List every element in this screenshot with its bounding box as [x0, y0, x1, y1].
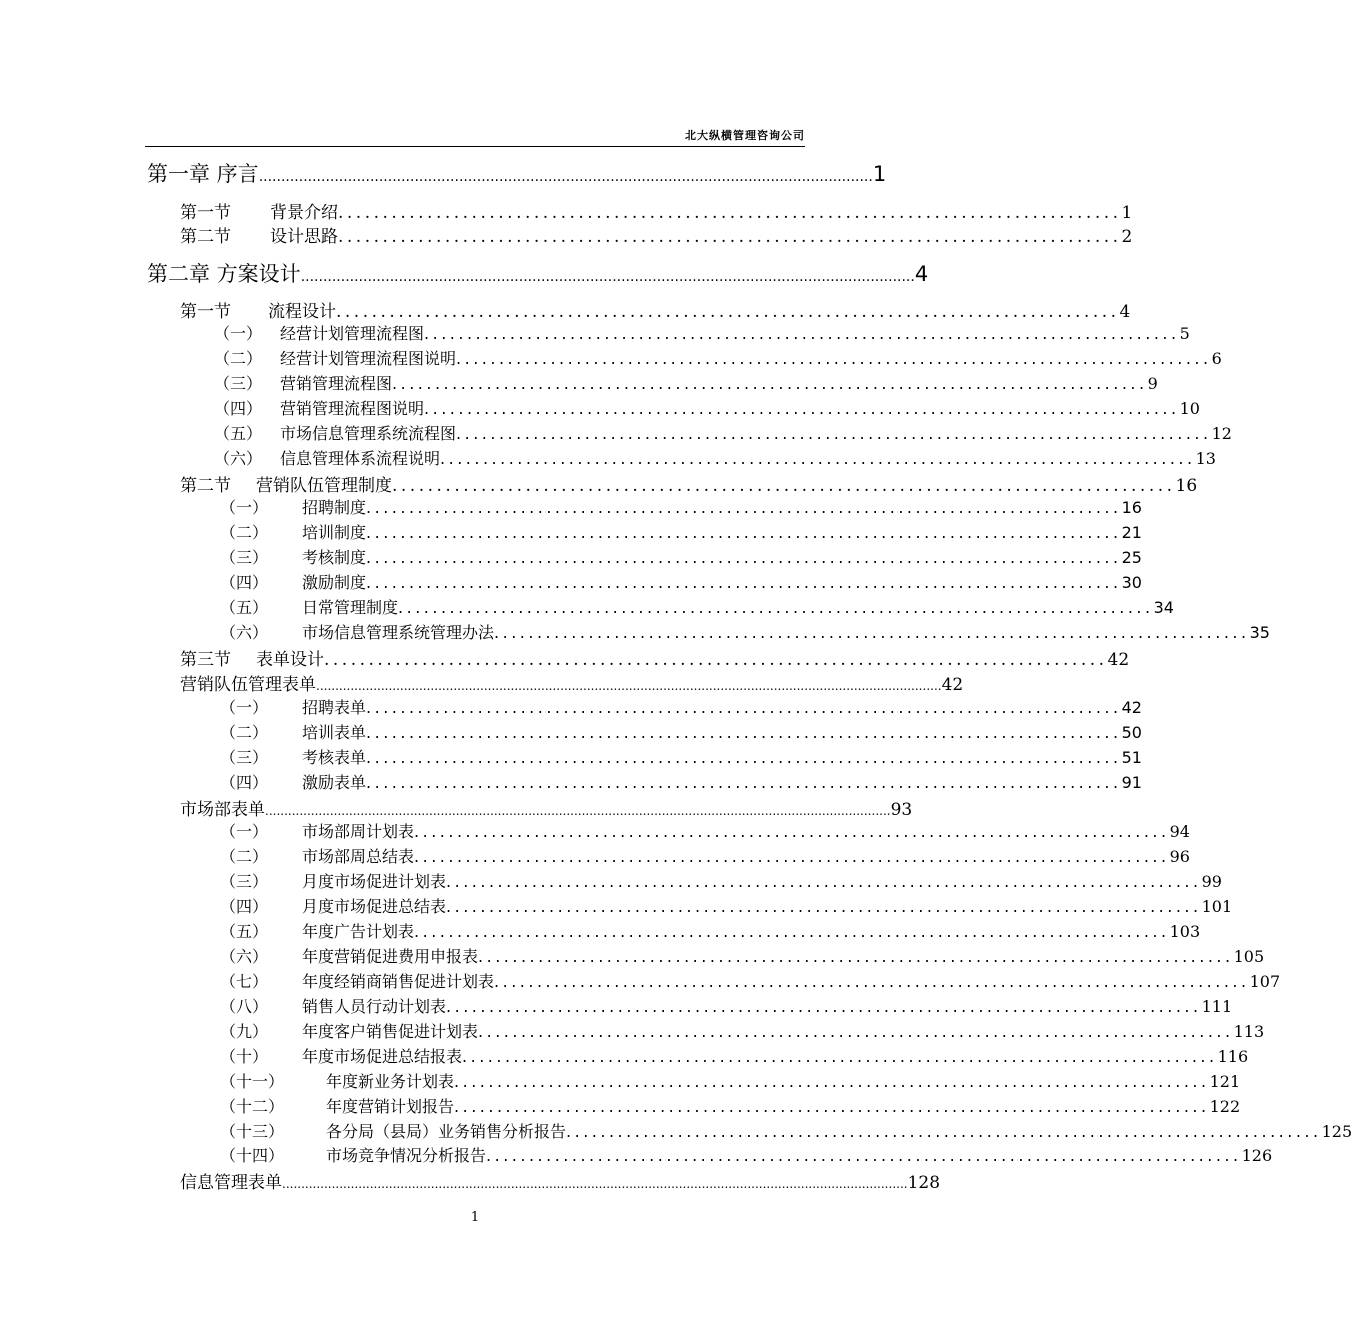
toc-entry-title: 信息管理表单	[180, 1173, 282, 1193]
toc-entry-title: 月度市场促进计划表	[302, 872, 447, 891]
toc-page-number: 34	[1153, 598, 1174, 617]
toc-page-number: 2	[1121, 227, 1133, 247]
toc-entry-number: （四）	[220, 573, 269, 592]
toc-item[interactable]	[220, 1019, 1265, 1043]
toc-page-number: 6	[1211, 349, 1222, 368]
toc-entry-number: （十四）	[220, 1146, 285, 1165]
toc-item[interactable]	[220, 919, 1201, 943]
toc-entry-number: 第二节	[180, 227, 231, 247]
toc-page-number: 116	[1217, 1047, 1249, 1066]
toc-leader: ........................................................................................	[398, 598, 1154, 617]
toc-leader: ........................................................................................	[456, 349, 1212, 368]
toc-entry-number: （一）	[214, 324, 263, 343]
toc-item[interactable]	[220, 1094, 1241, 1118]
toc-entry-title: 市场信息管理系统流程图	[280, 424, 457, 443]
toc-page-number: 113	[1233, 1022, 1265, 1041]
toc-entry-title: 信息管理体系流程说明	[280, 449, 441, 468]
toc-entry-title: 年度市场促进总结报表	[302, 1047, 463, 1066]
toc-chapter[interactable]	[147, 258, 929, 288]
toc-leader: ....................................................................................................................................................................	[316, 679, 942, 693]
toc-item[interactable]	[220, 595, 1174, 619]
toc-leader: ........................................................................................	[424, 399, 1180, 418]
toc-leader: ........................................................................................	[338, 227, 1122, 247]
toc-page-number: 42	[1107, 650, 1130, 670]
toc-entry-number: （九）	[220, 1022, 269, 1041]
toc-entry-title: 市场竞争情况分析报告	[326, 1146, 487, 1165]
toc-entry-title: 激励表单	[302, 773, 367, 792]
toc-page-number: 99	[1201, 872, 1222, 891]
toc-leader: ........................................................................................	[478, 1022, 1234, 1041]
toc-page-number: 21	[1121, 523, 1142, 542]
toc-item[interactable]	[220, 1044, 1249, 1068]
toc-section[interactable]	[180, 198, 1133, 223]
toc-page-number: 111	[1201, 997, 1233, 1016]
toc-entry-title: 营销管理流程图	[280, 374, 393, 393]
toc-entry-title: 培训表单	[302, 723, 367, 742]
toc-leader: ........................................................................................	[414, 922, 1170, 941]
toc-entry-number: （二）	[220, 523, 269, 542]
toc-entry-title: 年度新业务计划表	[326, 1072, 455, 1091]
toc-entry-number: （一）	[220, 822, 269, 841]
toc-leader: ........................................................................................	[414, 822, 1170, 841]
toc-leader: ........................................................................................	[366, 748, 1122, 767]
toc-entry-title: 市场部表单	[180, 800, 265, 820]
toc-entry-title: 年度客户销售促进计划表	[302, 1022, 479, 1041]
toc-leader: ........................................................................................	[424, 324, 1180, 343]
toc-leader: ........................................................................................	[366, 773, 1122, 792]
toc-entry-number: （五）	[220, 598, 269, 617]
toc-entry-title: 市场部周总结表	[302, 847, 415, 866]
toc-entry-number: 第一节	[180, 302, 231, 322]
toc-leader: ........................................................................................	[494, 972, 1250, 991]
toc-page-number: 96	[1169, 847, 1190, 866]
toc-entry-number: （六）	[220, 623, 269, 642]
toc-page-number: 125	[1321, 1122, 1352, 1141]
toc-page-number: 10	[1179, 399, 1200, 418]
toc-leader: ........................................................................................	[446, 997, 1202, 1016]
toc-entry-title: 设计思路	[270, 227, 338, 247]
toc-page-number: 1	[1121, 203, 1133, 223]
toc-group[interactable]	[180, 670, 964, 695]
toc-page-number: 13	[1195, 449, 1216, 468]
toc-page-number: 101	[1201, 897, 1233, 916]
toc-page-number: 12	[1211, 424, 1232, 443]
toc-page-number: 16	[1121, 498, 1142, 517]
toc-leader: ........................................................................................	[456, 424, 1212, 443]
toc-entry-number: （三）	[214, 374, 263, 393]
toc-group[interactable]	[180, 1168, 941, 1193]
toc-leader: ........................................................................................	[366, 698, 1122, 717]
toc-chapter[interactable]	[147, 158, 887, 188]
company-name: 北大纵横管理咨询公司	[685, 129, 805, 142]
toc-entry-number: （七）	[220, 972, 269, 991]
toc-entry-title: 年度经销商销售促进计划表	[302, 972, 495, 991]
toc-leader: ........................................................................................	[446, 872, 1202, 891]
toc-entry-title: 培训制度	[302, 523, 367, 542]
toc-item[interactable]	[220, 695, 1142, 719]
page-footer	[0, 1210, 950, 1225]
toc-leader: ........................................................................................	[366, 548, 1122, 567]
toc-entry-title: 激励制度	[302, 573, 367, 592]
toc-page-number: 42	[1121, 698, 1142, 717]
toc-entry-title: 表单设计	[256, 650, 324, 670]
toc-item[interactable]	[220, 770, 1142, 794]
toc-leader: ........................................................................................	[446, 897, 1202, 916]
toc-page-number: 5	[1179, 324, 1190, 343]
toc-item[interactable]	[220, 570, 1142, 594]
toc-leader: ........................................................................................	[440, 449, 1196, 468]
toc-section[interactable]	[180, 297, 1131, 322]
toc-entry-title: 第一章 序言	[147, 162, 259, 186]
page-header	[145, 126, 805, 147]
toc-page-number: 35	[1249, 623, 1270, 642]
toc-item[interactable]	[220, 620, 1270, 644]
toc-entry-number: （八）	[220, 997, 269, 1016]
toc-page-number: 128	[907, 1173, 941, 1193]
toc-page-number: 9	[1147, 374, 1158, 393]
toc-entry-title: 年度营销计划报告	[326, 1097, 455, 1116]
toc-item[interactable]	[220, 1069, 1241, 1093]
toc-item[interactable]	[220, 944, 1265, 968]
toc-entry-number: （四）	[214, 399, 263, 418]
toc-item[interactable]	[214, 396, 1200, 420]
toc-item[interactable]	[220, 869, 1222, 893]
toc-entry-number: （六）	[220, 947, 269, 966]
toc-section[interactable]	[180, 222, 1133, 247]
toc-leader: ........................................................................................	[392, 374, 1148, 393]
toc-entry-number: （一）	[220, 498, 269, 517]
toc-leader: ........................................................................................	[392, 476, 1176, 496]
toc-page-number: 105	[1233, 947, 1265, 966]
toc-page-number: 126	[1241, 1146, 1273, 1165]
toc-page-number: 51	[1121, 748, 1142, 767]
toc-entry-number: 第二节	[180, 476, 231, 496]
toc-page-number: 4	[1119, 302, 1131, 322]
toc-entry-number: （十一）	[220, 1072, 285, 1091]
toc-item[interactable]	[220, 1119, 1352, 1143]
toc-entry-title: 考核表单	[302, 748, 367, 767]
toc-page-number: 1	[872, 162, 887, 186]
toc-entry-title: 流程设计	[268, 302, 336, 322]
toc-entry-title: 市场信息管理系统管理办法	[302, 623, 495, 642]
toc-page-number: 25	[1121, 548, 1142, 567]
toc-leader: ........................................................................................	[336, 302, 1120, 322]
toc-item[interactable]	[220, 1143, 1273, 1167]
toc-item[interactable]	[214, 346, 1222, 370]
toc-entry-title: 营销队伍管理制度	[256, 476, 392, 496]
toc-entry-title: 市场部周计划表	[302, 822, 415, 841]
toc-leader: ........................................................................................	[454, 1097, 1210, 1116]
toc-page-number: 50	[1121, 723, 1142, 742]
toc-item[interactable]	[214, 371, 1158, 395]
toc-entry-number: （二）	[220, 847, 269, 866]
toc-leader: ........................................................................................	[462, 1047, 1218, 1066]
toc-leader: ........................................................................................	[338, 203, 1122, 223]
toc-entry-number: （十二）	[220, 1097, 285, 1116]
toc-item[interactable]	[214, 421, 1232, 445]
toc-page-number: 91	[1121, 773, 1142, 792]
toc-entry-number: 第三节	[180, 650, 231, 670]
toc-page-number: 107	[1249, 972, 1281, 991]
toc-leader: ........................................................................................	[486, 1146, 1242, 1165]
toc-entry-title: 背景介绍	[270, 203, 338, 223]
toc-page-number: 30	[1121, 573, 1142, 592]
toc-leader: ..........................................................................................................................................	[258, 169, 873, 185]
toc-entry-number: （四）	[220, 897, 269, 916]
toc-item[interactable]	[220, 745, 1142, 769]
toc-entry-title: 招聘制度	[302, 498, 367, 517]
toc-item[interactable]	[220, 495, 1142, 519]
toc-section[interactable]	[180, 471, 1198, 496]
toc-entry-title: 考核制度	[302, 548, 367, 567]
toc-item[interactable]	[220, 720, 1142, 744]
toc-entry-title: 营销管理流程图说明	[280, 399, 425, 418]
toc-leader: ........................................................................................	[414, 847, 1170, 866]
toc-entry-title: 年度广告计划表	[302, 922, 415, 941]
toc-entry-number: （六）	[214, 449, 263, 468]
toc-entry-number: （十）	[220, 1047, 269, 1066]
toc-entry-number: （三）	[220, 548, 269, 567]
toc-group[interactable]	[180, 795, 913, 820]
toc-page-number: 93	[890, 800, 913, 820]
toc-leader: ........................................................................................	[366, 723, 1122, 742]
toc-item[interactable]	[220, 819, 1190, 843]
toc-page-number: 4	[914, 262, 929, 286]
toc-page-number: 103	[1169, 922, 1201, 941]
toc-item[interactable]	[214, 321, 1190, 345]
toc-item[interactable]	[220, 994, 1233, 1018]
toc-entry-title: 销售人员行动计划表	[302, 997, 447, 1016]
toc-entry-number: 第一节	[180, 203, 231, 223]
toc-leader: ........................................................................................	[366, 573, 1122, 592]
toc-section[interactable]	[180, 645, 1130, 670]
toc-item[interactable]	[214, 446, 1216, 470]
toc-page-number: 121	[1209, 1072, 1241, 1091]
toc-leader: ........................................................................................	[566, 1122, 1322, 1141]
toc-entry-title: 营销队伍管理表单	[180, 675, 316, 695]
toc-item[interactable]	[220, 969, 1281, 993]
toc-entry-title: 各分局（县局）业务销售分析报告	[326, 1122, 567, 1141]
toc-leader: ..........................................................................................................................................	[300, 269, 915, 285]
toc-entry-number: （十三）	[220, 1122, 285, 1141]
footer-page-number: 1	[470, 1210, 480, 1225]
toc-entry-title: 经营计划管理流程图	[280, 324, 425, 343]
toc-entry-number: （五）	[220, 922, 269, 941]
toc-item[interactable]	[220, 545, 1142, 569]
toc-entry-number: （二）	[220, 723, 269, 742]
toc-entry-title: 年度营销促进费用申报表	[302, 947, 479, 966]
toc-entry-title: 月度市场促进总结表	[302, 897, 447, 916]
toc-leader: ........................................................................................	[478, 947, 1234, 966]
toc-page-number: 94	[1169, 822, 1190, 841]
toc-entry-number: （四）	[220, 773, 269, 792]
toc-leader: ....................................................................................................................................................................	[282, 1177, 908, 1191]
toc-entry-title: 招聘表单	[302, 698, 367, 717]
toc-leader: ........................................................................................	[494, 623, 1250, 642]
toc-leader: ........................................................................................	[324, 650, 1108, 670]
toc-entry-number: （二）	[214, 349, 263, 368]
toc-item[interactable]	[220, 520, 1142, 544]
toc-page-number: 16	[1175, 476, 1198, 496]
toc-leader: ........................................................................................	[366, 523, 1122, 542]
toc-entry-title: 第二章 方案设计	[147, 262, 301, 286]
toc-entry-number: （一）	[220, 698, 269, 717]
toc-entry-title: 经营计划管理流程图说明	[280, 349, 457, 368]
toc-entry-number: （三）	[220, 748, 269, 767]
toc-page-number: 42	[941, 675, 964, 695]
toc-leader: ....................................................................................................................................................................	[265, 804, 891, 818]
toc-entry-title: 日常管理制度	[302, 598, 399, 617]
toc-leader: ........................................................................................	[366, 498, 1122, 517]
toc-entry-number: （三）	[220, 872, 269, 891]
toc-page-number: 122	[1209, 1097, 1241, 1116]
toc-item[interactable]	[220, 894, 1233, 918]
toc-item[interactable]	[220, 844, 1190, 868]
toc-entry-number: （五）	[214, 424, 263, 443]
toc-leader: ........................................................................................	[454, 1072, 1210, 1091]
